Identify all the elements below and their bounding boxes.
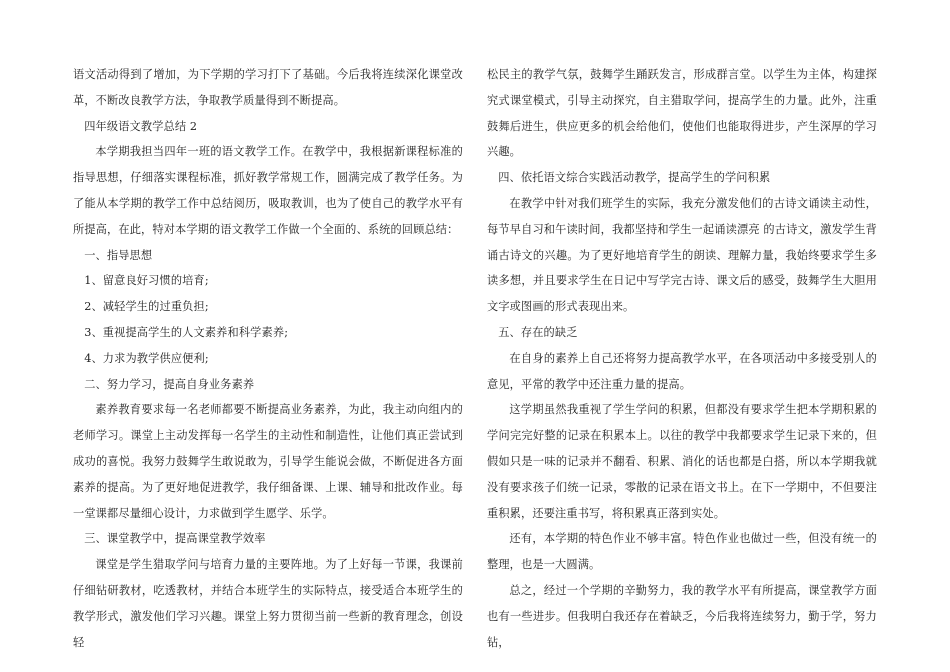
paragraph: 本学期我担当四年一班的语文教学工作。在教学中，我根据新课程标准的指导思想，仔细落实课程标准，抓好教学常规工作，圆满完成了教学任务。为了能从本学期的教学工作中总结阅历，吸取教训，也为了使自己的教学水平有所提高，在此，特对本学期的语文教学工作做一个全面的、系统的回顾总结： — [73, 145, 463, 236]
paragraph: 在自身的素养上自己还将努力提高教学水平，在各项活动中多接受别人的意见，平常的教学中还注重力量的提高。 — [487, 351, 877, 391]
heading-guiding-ideology: 一、指导思想 — [84, 248, 153, 262]
heading-practice: 四、依托语文综合实践活动教学，提高学生的学问积累 — [498, 171, 771, 185]
paragraph: 课堂是学生猎取学问与培育力量的主要阵地。为了上好每一节课，我课前仔细钻研教材，吃透教材，并结合本班学生的实际特点，接受适合本班学生的教学形式，激发他们学习兴趣。课堂上努力贯彻当前一些新的教育理念，创设轻 — [73, 558, 463, 649]
section-title: 四年级语文教学总结 2 — [84, 119, 198, 133]
paragraph: 这学期虽然我重视了学生学问的积累，但都没有要求学生把本学期积累的学问完完好整的记录在积累本上。以往的教学中我都要求学生记录下来的，但假如只是一味的记录并不翻看、积累、消化的话也都是白搭，所以本学期我就没有要求孩子们统一记录，零散的记录在语文书上。在下一学期中，不但要注重积累，还要注重书写，将积累真正落到实处。 — [487, 403, 877, 520]
left-column — [73, 62, 463, 655]
paragraph-continuation: 语文活动得到了增加，为下学期的学习打下了基础。今后我将连续深化课堂改革，不断改良教学方法，争取教学质量得到不断提高。 — [73, 68, 463, 107]
list-item: 1、留意良好习惯的培育; — [84, 274, 209, 288]
list-item: 2、减轻学生的过重负担; — [84, 300, 209, 314]
paragraph: 素养教育要求每一名老师都要不断提高业务素养，为此，我主动向组内的老师学习。课堂上主动发挥每一名学生的主动性和制造性，让他们真正尝试到成功的喜悦。我努力鼓舞学生敢说敢为，引导学生能说会做，不断促进各方面素养的提高。为了更好地促进教学，我仔细备课、上课、辅导和批改作业。每一堂课都尽量细心设计，力求做到学生愿学、乐学。 — [73, 403, 463, 520]
heading-shortcomings: 五、存在的缺乏 — [498, 325, 578, 339]
list-item: 3、重视提高学生的人文素养和科学素养; — [84, 325, 289, 339]
right-column — [487, 62, 877, 655]
paragraph: 总之，经过一个学期的辛勤努力，我的教学水平有所提高，课堂教学方面也有一些进步。但我明白我还存在着缺乏，今后我将连续努力，勤于学，努力钻， — [487, 583, 877, 649]
paragraph-continuation: 松民主的教学气氛，鼓舞学生踊跃发言，形成群言堂。以学生为主体，构建探究式课堂模式，引导主动探究，自主猎取学问，提高学生的力量。此外，注重鼓舞后进生，供应更多的机会给他们，使他们也能取得进步，产生深厚的学习兴趣。 — [487, 68, 877, 159]
paragraph: 在教学中针对我们班学生的实际，我充分激发他们的古诗文诵读主动性，每节早自习和午读时间，我都坚持和学生一起诵读漂亮 的古诗文，激发学生背诵古诗文的兴趣。为了更好地培育学生的朗读、理解力量，我始终要求学生多读多想，并且要求学生在日记中写学完古诗、课文后的感受，鼓舞学生大胆用文字或图画的形式表现出来。 — [487, 196, 877, 314]
paragraph: 还有，本学期的特色作业不够丰富。特色作业也做过一些，但没有统一的整理，也是一大圆满。 — [487, 532, 877, 572]
list-item: 4、力求为教学供应便利; — [84, 351, 209, 365]
heading-study: 二、努力学习，提高自身业务素养 — [84, 377, 255, 391]
heading-classroom: 三、课堂教学中，提高课堂教学效率 — [84, 532, 266, 546]
